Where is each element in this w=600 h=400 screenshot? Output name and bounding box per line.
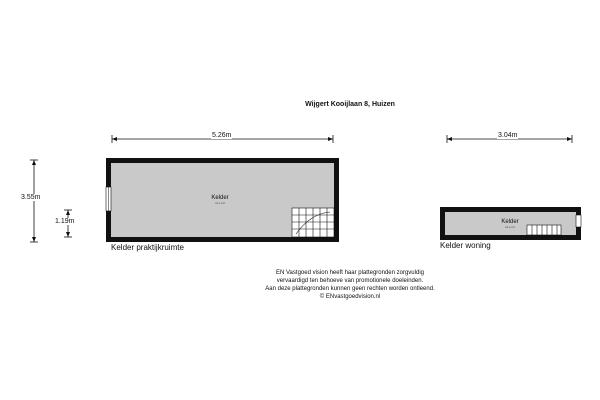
staircase bbox=[292, 208, 334, 237]
height-dimension-line bbox=[30, 160, 38, 242]
disclaimer-line: vervaardigd ten behoeve van promotionele doeleinden. bbox=[276, 278, 424, 284]
room-label-group bbox=[190, 195, 250, 205]
width-dimension-label-2: 3.04m bbox=[498, 132, 518, 139]
disclaimer-line: Aan deze plattegronden kunnen geen rechten worden ontleend. bbox=[265, 286, 435, 292]
disclaimer bbox=[0, 269, 600, 301]
page-title: Wijgert Kooijlaan 8, Huizen bbox=[305, 101, 395, 108]
room-name: Kelder bbox=[211, 195, 229, 201]
room-area: xx.x m² bbox=[215, 201, 225, 205]
plan-caption-2: Kelder woning bbox=[440, 241, 491, 250]
room-name-2: Kelder bbox=[501, 219, 519, 225]
room-label-group-2 bbox=[490, 219, 530, 229]
disclaimer-line: EN Vastgoed vision heeft haar plattegronden zorgvuldig bbox=[276, 270, 424, 276]
stair-height-dimension-label: 1.19m bbox=[55, 218, 75, 225]
width-dimension-label: 5.26m bbox=[212, 132, 232, 139]
staircase-2 bbox=[527, 225, 561, 235]
height-dimension-label: 3.55m bbox=[21, 194, 41, 201]
disclaimer-line: © ENvastgoedvision.nl bbox=[319, 294, 381, 300]
room-area-2: xx.x m² bbox=[505, 225, 515, 229]
plan-caption: Kelder praktijkruimte bbox=[111, 243, 184, 252]
